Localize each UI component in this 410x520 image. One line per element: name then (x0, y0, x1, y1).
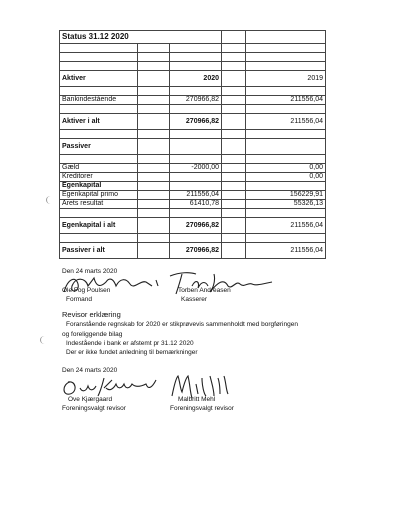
row-label: Passiver (60, 139, 138, 155)
punch-hole-mark (46, 196, 55, 204)
table-row (60, 114, 326, 130)
row-label: Kreditorer (60, 173, 138, 182)
row-prior: 156229,91 (246, 191, 326, 200)
table-row (60, 200, 326, 209)
row-prior: 211556,04 (246, 218, 326, 234)
row-current: 211556,04 (170, 191, 222, 200)
table-row (60, 191, 326, 200)
table-row (60, 182, 326, 191)
auditor-line: og foreliggende bilag (62, 331, 123, 338)
header-col-current: 2020 (170, 71, 222, 87)
auditor-line: Der er ikke fundet anledning til bemærkninger (66, 349, 198, 356)
row-prior: 55326,13 (246, 200, 326, 209)
row-prior: 211556,04 (246, 114, 326, 130)
signer-name: Ole Fog Poulsen (62, 287, 111, 294)
row-current: 270966,82 (170, 243, 222, 259)
table-row (60, 243, 326, 259)
status-table (59, 30, 326, 259)
row-label: Egenkapital primo (60, 191, 138, 200)
table-row (60, 96, 326, 105)
row-label: Egenkapital i alt (60, 218, 138, 234)
signer-role: Kasserer (181, 296, 208, 303)
signer-name: Ove Kjærgaard (68, 396, 113, 403)
row-label: Bankindestående (60, 96, 138, 105)
row-current: 61410,78 (170, 200, 222, 209)
row-prior: 0,00 (246, 173, 326, 182)
table-row (60, 139, 326, 155)
row-current: 270966,82 (170, 96, 222, 105)
signer-name: Malbritt Mehl (178, 396, 216, 403)
row-prior: 211556,04 (246, 243, 326, 259)
board-date: Den 24 marts 2020 (62, 268, 118, 275)
signer-role: Formand (66, 296, 93, 303)
row-label: Aktiver i alt (60, 114, 138, 130)
row-label: Egenkapital (60, 182, 138, 191)
table-row (60, 173, 326, 182)
header-col-prior: 2019 (246, 71, 326, 87)
row-label: Årets resultat (60, 200, 138, 209)
row-label: Gæld (60, 164, 138, 173)
signer-name: Torben Andreasen (178, 287, 231, 294)
row-prior: 211556,04 (246, 96, 326, 105)
auditor-line: Indestående i bank er afstemt pr 31.12 2020 (66, 340, 194, 347)
row-label: Passiver i alt (60, 243, 138, 259)
status-sheet (59, 30, 325, 259)
signer-role: Foreningsvalgt revisor (62, 405, 126, 412)
table-row (60, 164, 326, 173)
auditor-date: Den 24 marts 2020 (62, 367, 118, 374)
table-row (60, 218, 326, 234)
table-header-row (60, 71, 326, 87)
table-title: Status 31.12 2020 (60, 31, 222, 44)
row-current: 270966,82 (170, 218, 222, 234)
row-current: 270966,82 (170, 114, 222, 130)
row-current: -2000,00 (170, 164, 222, 173)
auditor-heading: Revisor erklæring (62, 310, 121, 319)
row-prior: 0,00 (246, 164, 326, 173)
signer-role: Foreningsvalgt revisor (170, 405, 234, 412)
punch-hole-mark (40, 336, 49, 344)
auditor-line: Foranstående regnskab for 2020 er stikprøvevis sammenholdt med borgføringen (66, 321, 298, 328)
header-label: Aktiver (60, 71, 138, 87)
